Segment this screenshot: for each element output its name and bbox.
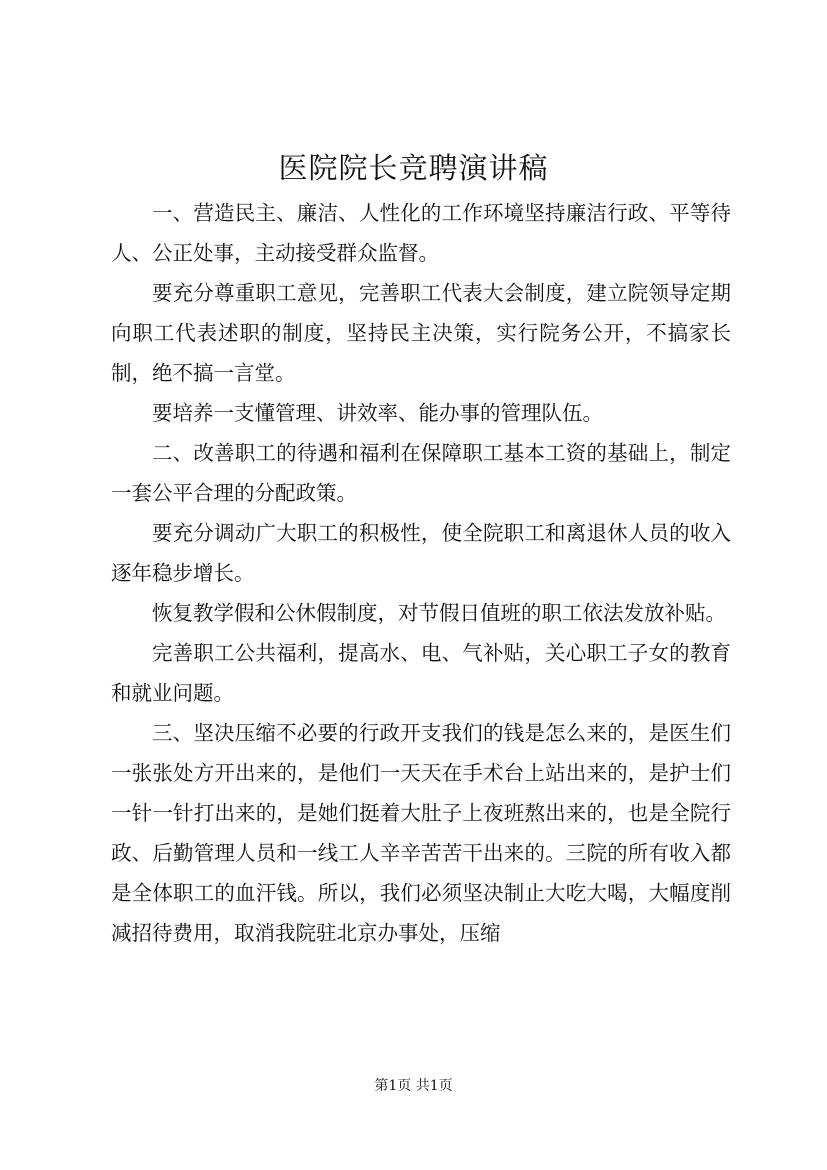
page-footer: 第1页 共1页: [374, 1078, 453, 1094]
paragraph: 要充分尊重职工意见，完善职工代表大会制度，建立院领导定期向职工代表述职的制度，坚持民主决策，实行院务公开，不搞家长制，绝不搞一言堂。: [111, 281, 731, 385]
paragraph: 要培养一支懂管理、讲效率、能办事的管理队伍。: [152, 401, 603, 425]
paragraph: 恢复教学假和公休假制度，对节假日值班的职工依法发放补贴。: [152, 601, 726, 625]
paragraph: 二、改善职工的待遇和福利在保障职工基本工资的基础上，制定一套公平合理的分配政策。: [111, 441, 731, 505]
document-body: [111, 193, 731, 953]
paragraph: 三、坚决压缩不必要的行政开支我们的钱是怎么来的，是医生们一张张处方开出来的，是他们一天天在手术台上站出来的，是护士们一针一针打出来的，是她们挺着大肚子上夜班熬出来的，也是全院行政、后勤管理人员和一线工人辛辛苦苦干出来的。三院的所有收入都是全体职工的血汗钱。所以，我们必须坚决制止大吃大喝，大幅度削减招待费用，取消我院驻北京办事处，压缩: [111, 721, 731, 945]
paragraph: 要充分调动广大职工的积极性，使全院职工和离退休人员的收入逐年稳步增长。: [111, 521, 731, 585]
document-title: 医院院长竞聘演讲稿: [278, 151, 549, 185]
paragraph: 完善职工公共福利，提高水、电、气补贴，关心职工子女的教育和就业问题。: [111, 641, 731, 705]
paragraph: 一、营造民主、廉洁、人性化的工作环境坚持廉洁行政、平等待人、公正处事，主动接受群众监督。: [111, 201, 731, 265]
